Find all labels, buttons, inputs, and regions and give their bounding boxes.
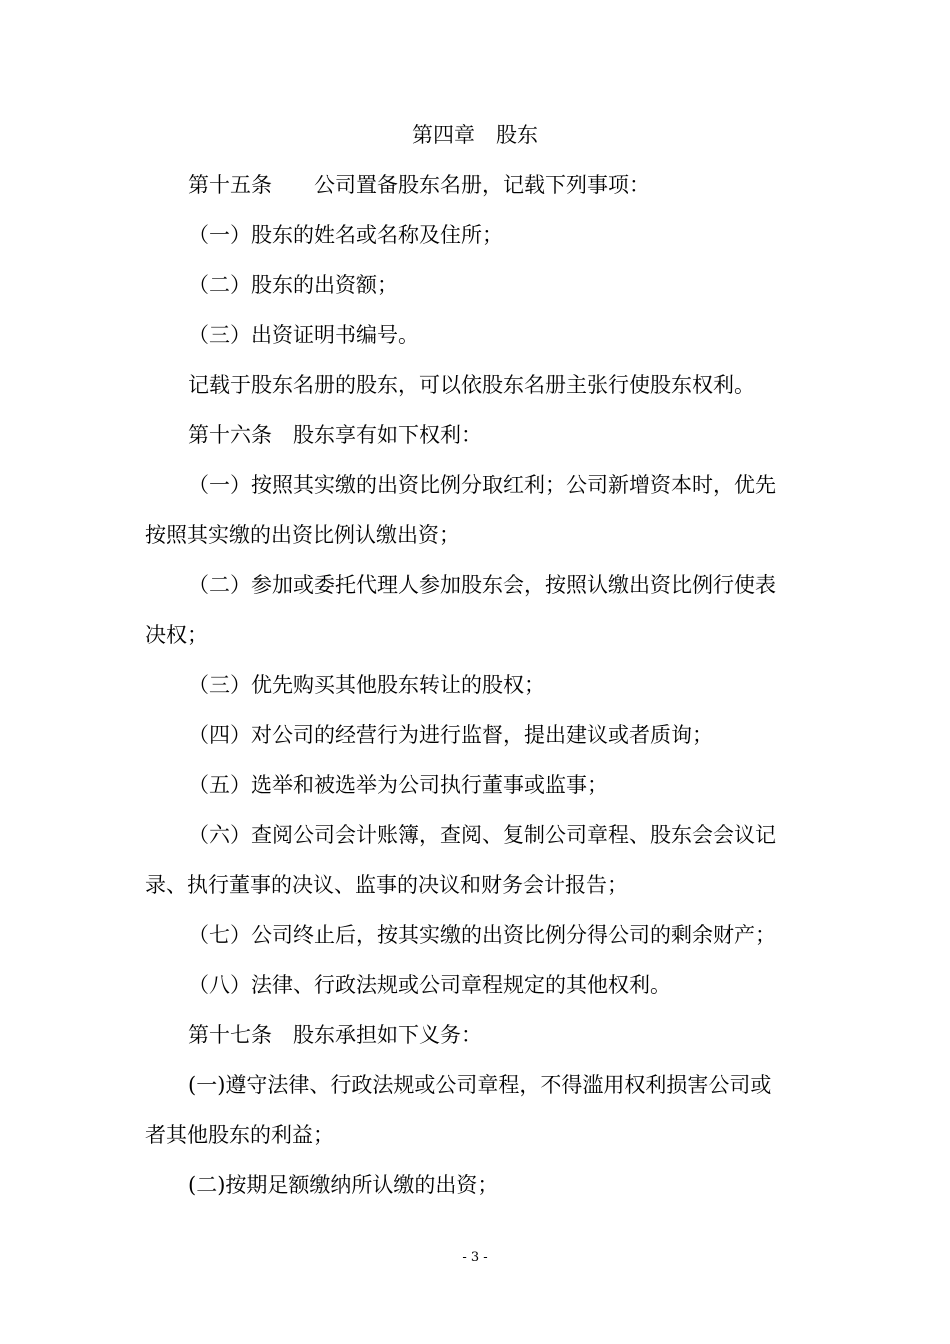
article-15-item-1: （一）股东的姓名或名称及住所；: [188, 223, 503, 247]
article-16-item-7: （七）公司终止后，按其实缴的出资比例分得公司的剩余财产；: [188, 923, 776, 947]
article-16-item-2-cont: 决权；: [145, 623, 208, 647]
article-16-item-1-cont: 按照其实缴的出资比例认缴出资；: [145, 523, 460, 547]
article-16-heading: 第十六条 股东享有如下权利：: [188, 423, 482, 447]
article-15-note: 记载于股东名册的股东，可以依股东名册主张行使股东权利。: [188, 373, 755, 397]
article-16-item-5: （五）选举和被选举为公司执行董事或监事；: [188, 773, 608, 797]
article-16-item-3: （三）优先购买其他股东转让的股权；: [188, 673, 545, 697]
article-16-item-6: （六）查阅公司会计账簿，查阅、复制公司章程、股东会会议记: [188, 823, 776, 847]
article-17-item-1-cont: 者其他股东的利益；: [145, 1123, 334, 1147]
article-17-item-1: (一)遵守法律、行政法规或公司章程，不得滥用权利损害公司或: [188, 1073, 772, 1097]
article-16-item-1: （一）按照其实缴的出资比例分取红利；公司新增资本时，优先: [188, 473, 776, 497]
article-17-heading: 第十七条 股东承担如下义务：: [188, 1023, 482, 1047]
article-15-item-2: （二）股东的出资额；: [188, 273, 398, 297]
chapter-title: 第四章 股东: [412, 123, 538, 147]
article-17-item-2: (二)按期足额缴纳所认缴的出资；: [188, 1173, 499, 1197]
article-16-item-6-cont: 录、执行董事的决议、监事的决议和财务会计报告；: [145, 873, 628, 897]
article-16-item-8: （八）法律、行政法规或公司章程规定的其他权利。: [188, 973, 671, 997]
article-15-heading: 第十五条 公司置备股东名册，记载下列事项：: [188, 173, 650, 197]
article-15-item-3: （三）出资证明书编号。: [188, 323, 419, 347]
article-16-item-4: （四）对公司的经营行为进行监督，提出建议或者质询；: [188, 723, 713, 747]
article-16-item-2: （二）参加或委托代理人参加股东会，按照认缴出资比例行使表: [188, 573, 776, 597]
page-number: - 3 -: [462, 1250, 488, 1265]
